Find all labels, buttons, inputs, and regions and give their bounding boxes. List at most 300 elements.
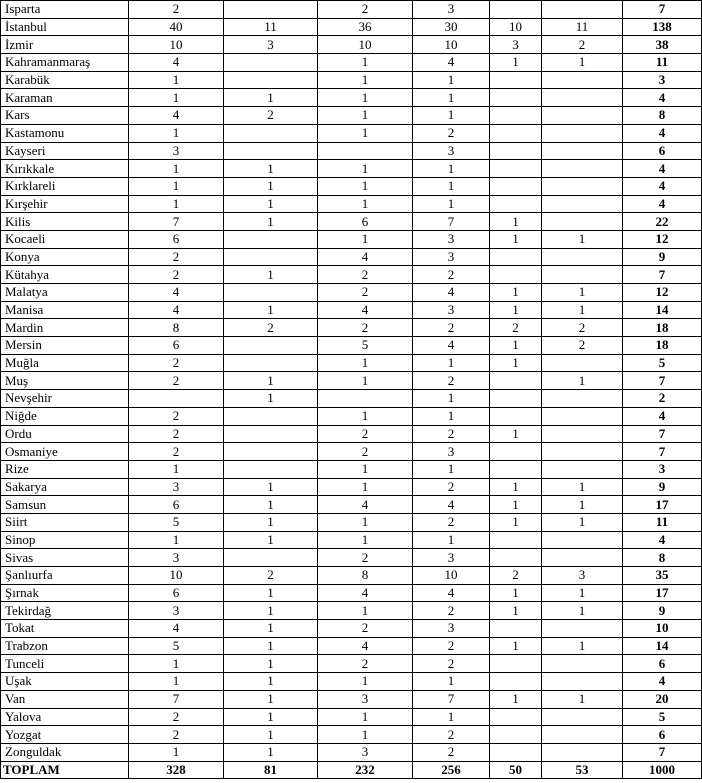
table-row	[1, 284, 702, 302]
count-cell: 2	[413, 726, 490, 744]
row-total-cell: 4	[623, 124, 702, 142]
table-row	[1, 160, 702, 178]
count-cell: 2	[318, 655, 413, 673]
count-cell: 3	[129, 549, 224, 567]
count-cell: 6	[129, 230, 224, 248]
count-cell	[542, 354, 623, 372]
count-cell	[224, 443, 318, 461]
count-cell: 1	[224, 372, 318, 390]
count-cell: 2	[129, 266, 224, 284]
province-name-cell: Kilis	[1, 213, 129, 231]
count-cell: 2	[129, 372, 224, 390]
count-cell: 7	[129, 690, 224, 708]
province-name-cell: Sakarya	[1, 478, 129, 496]
count-cell: 1	[490, 584, 542, 602]
count-cell: 10	[490, 18, 542, 36]
count-cell: 1	[490, 354, 542, 372]
province-name-cell: Samsun	[1, 496, 129, 514]
row-total-cell: 138	[623, 18, 702, 36]
province-name-cell: Trabzon	[1, 637, 129, 655]
count-cell	[542, 531, 623, 549]
count-cell	[224, 407, 318, 425]
count-cell: 1	[542, 478, 623, 496]
table-row	[1, 443, 702, 461]
count-cell: 1	[542, 54, 623, 72]
count-cell: 6	[129, 496, 224, 514]
count-cell	[542, 248, 623, 266]
count-cell: 1	[224, 213, 318, 231]
count-cell: 11	[224, 18, 318, 36]
table-row	[1, 301, 702, 319]
count-cell	[490, 177, 542, 195]
table-row	[1, 372, 702, 390]
count-cell: 1	[129, 531, 224, 549]
count-cell: 2	[129, 443, 224, 461]
count-cell: 10	[129, 36, 224, 54]
count-cell: 1	[318, 54, 413, 72]
count-cell: 6	[129, 584, 224, 602]
table-row	[1, 124, 702, 142]
table-row	[1, 425, 702, 443]
count-cell: 1	[129, 71, 224, 89]
count-cell: 4	[318, 584, 413, 602]
count-cell: 1	[129, 195, 224, 213]
table-row	[1, 726, 702, 744]
count-cell: 1	[318, 673, 413, 691]
row-total-cell: 38	[623, 36, 702, 54]
count-cell: 2	[542, 319, 623, 337]
province-name-cell: Manisa	[1, 301, 129, 319]
count-cell: 2	[318, 319, 413, 337]
table-row	[1, 177, 702, 195]
count-cell	[542, 142, 623, 160]
province-name-cell: İstanbul	[1, 18, 129, 36]
count-cell: 5	[129, 637, 224, 655]
total-value-cell: 328	[129, 761, 224, 779]
province-name-cell: Osmaniye	[1, 443, 129, 461]
province-name-cell: Sivas	[1, 549, 129, 567]
count-cell: 7	[413, 690, 490, 708]
count-cell	[490, 107, 542, 125]
table-row	[1, 89, 702, 107]
count-cell: 4	[318, 496, 413, 514]
count-cell: 2	[413, 743, 490, 761]
count-cell	[490, 372, 542, 390]
row-total-cell: 11	[623, 54, 702, 72]
row-total-cell: 12	[623, 230, 702, 248]
table-row	[1, 248, 702, 266]
count-cell	[490, 531, 542, 549]
count-cell: 4	[318, 248, 413, 266]
count-cell: 1	[318, 531, 413, 549]
table-row	[1, 655, 702, 673]
count-cell: 6	[318, 213, 413, 231]
count-cell: 3	[413, 620, 490, 638]
count-cell	[224, 337, 318, 355]
count-cell	[490, 443, 542, 461]
count-cell: 1	[318, 602, 413, 620]
count-cell: 1	[224, 195, 318, 213]
count-cell: 1	[542, 513, 623, 531]
count-cell: 1	[490, 337, 542, 355]
count-cell	[490, 460, 542, 478]
count-cell: 2	[413, 124, 490, 142]
province-name-cell: Rize	[1, 460, 129, 478]
row-total-cell: 9	[623, 248, 702, 266]
province-name-cell: Karabük	[1, 71, 129, 89]
count-cell: 1	[318, 107, 413, 125]
count-cell	[224, 284, 318, 302]
row-total-cell: 4	[623, 177, 702, 195]
province-name-cell: Kırşehir	[1, 195, 129, 213]
table-row	[1, 71, 702, 89]
row-total-cell: 7	[623, 443, 702, 461]
count-cell: 1	[413, 390, 490, 408]
table-row	[1, 36, 702, 54]
count-cell: 3	[129, 478, 224, 496]
count-cell: 30	[413, 18, 490, 36]
count-cell: 1	[413, 407, 490, 425]
province-name-cell: Van	[1, 690, 129, 708]
count-cell	[490, 124, 542, 142]
province-name-cell: Yozgat	[1, 726, 129, 744]
province-name-cell: Karaman	[1, 89, 129, 107]
count-cell	[318, 390, 413, 408]
count-cell	[542, 89, 623, 107]
count-cell	[490, 195, 542, 213]
count-cell	[490, 708, 542, 726]
count-cell: 10	[129, 567, 224, 585]
count-cell	[224, 354, 318, 372]
count-cell: 2	[224, 107, 318, 125]
row-total-cell: 7	[623, 743, 702, 761]
count-cell: 1	[318, 195, 413, 213]
total-value-cell: 53	[542, 761, 623, 779]
table-row	[1, 584, 702, 602]
count-cell	[542, 460, 623, 478]
count-cell	[224, 1, 318, 19]
count-cell: 1	[542, 301, 623, 319]
province-name-cell: Tunceli	[1, 655, 129, 673]
count-cell	[542, 124, 623, 142]
count-cell: 1	[224, 637, 318, 655]
province-name-cell: Muğla	[1, 354, 129, 372]
count-cell: 1	[318, 372, 413, 390]
count-cell	[490, 248, 542, 266]
count-cell: 2	[318, 266, 413, 284]
row-total-cell: 20	[623, 690, 702, 708]
count-cell: 1	[224, 390, 318, 408]
row-total-cell: 17	[623, 584, 702, 602]
row-total-cell: 7	[623, 372, 702, 390]
count-cell: 2	[129, 726, 224, 744]
count-cell: 1	[542, 602, 623, 620]
count-cell: 2	[413, 372, 490, 390]
province-name-cell: Tokat	[1, 620, 129, 638]
count-cell: 1	[224, 513, 318, 531]
count-cell: 1	[224, 266, 318, 284]
province-name-cell: Niğde	[1, 407, 129, 425]
count-cell	[224, 230, 318, 248]
count-cell	[224, 124, 318, 142]
total-value-cell: 81	[224, 761, 318, 779]
row-total-cell: 14	[623, 301, 702, 319]
count-cell: 5	[129, 513, 224, 531]
table-row	[1, 637, 702, 655]
count-cell	[542, 71, 623, 89]
count-cell	[542, 407, 623, 425]
row-total-cell: 4	[623, 195, 702, 213]
row-total-cell: 8	[623, 107, 702, 125]
count-cell: 1	[318, 513, 413, 531]
count-cell: 4	[318, 301, 413, 319]
row-total-cell: 7	[623, 425, 702, 443]
count-cell: 1	[224, 620, 318, 638]
row-total-cell: 18	[623, 337, 702, 355]
count-cell: 1	[318, 124, 413, 142]
province-name-cell: Şanlıurfa	[1, 567, 129, 585]
count-cell: 3	[413, 142, 490, 160]
count-cell: 3	[413, 549, 490, 567]
count-cell: 3	[129, 142, 224, 160]
count-cell: 1	[490, 213, 542, 231]
count-cell	[542, 195, 623, 213]
count-cell	[490, 743, 542, 761]
count-cell: 4	[129, 301, 224, 319]
count-cell: 3	[413, 443, 490, 461]
count-cell	[542, 726, 623, 744]
count-cell: 1	[413, 177, 490, 195]
province-name-cell: Muş	[1, 372, 129, 390]
count-cell: 1	[224, 496, 318, 514]
count-cell: 1	[129, 673, 224, 691]
table-row	[1, 195, 702, 213]
count-cell: 10	[318, 36, 413, 54]
province-name-cell: Ordu	[1, 425, 129, 443]
count-cell: 2	[413, 513, 490, 531]
province-name-cell: Kütahya	[1, 266, 129, 284]
count-cell: 4	[129, 107, 224, 125]
count-cell: 1	[318, 354, 413, 372]
count-cell	[490, 620, 542, 638]
count-cell	[224, 425, 318, 443]
count-cell: 40	[129, 18, 224, 36]
count-cell: 2	[413, 319, 490, 337]
count-cell	[542, 107, 623, 125]
count-cell	[542, 160, 623, 178]
count-cell: 2	[318, 1, 413, 19]
count-cell: 4	[413, 584, 490, 602]
table-row	[1, 213, 702, 231]
count-cell	[542, 177, 623, 195]
province-name-cell: Kahramanmaraş	[1, 54, 129, 72]
count-cell: 1	[542, 584, 623, 602]
count-cell	[542, 549, 623, 567]
count-cell: 1	[413, 531, 490, 549]
count-cell: 4	[413, 496, 490, 514]
count-cell: 10	[413, 567, 490, 585]
province-name-cell: Malatya	[1, 284, 129, 302]
count-cell: 1	[224, 177, 318, 195]
table-row	[1, 230, 702, 248]
count-cell	[490, 142, 542, 160]
count-cell: 1	[413, 71, 490, 89]
row-total-cell: 17	[623, 496, 702, 514]
count-cell: 1	[129, 177, 224, 195]
count-cell: 2	[413, 637, 490, 655]
count-cell: 2	[542, 36, 623, 54]
count-cell: 2	[318, 284, 413, 302]
count-cell: 1	[224, 726, 318, 744]
count-cell: 1	[224, 89, 318, 107]
count-cell: 1	[490, 54, 542, 72]
count-cell: 1	[318, 708, 413, 726]
total-value-cell: 1000	[623, 761, 702, 779]
count-cell: 1	[490, 637, 542, 655]
count-cell	[490, 160, 542, 178]
count-cell: 2	[413, 266, 490, 284]
count-cell	[224, 248, 318, 266]
count-cell: 3	[318, 690, 413, 708]
table-row	[1, 496, 702, 514]
row-total-cell: 6	[623, 142, 702, 160]
table-row	[1, 673, 702, 691]
table-row	[1, 18, 702, 36]
table-row	[1, 142, 702, 160]
row-total-cell: 3	[623, 460, 702, 478]
count-cell: 1	[318, 726, 413, 744]
count-cell: 36	[318, 18, 413, 36]
count-cell	[490, 390, 542, 408]
count-cell: 3	[490, 36, 542, 54]
count-cell: 1	[542, 284, 623, 302]
count-cell: 4	[413, 54, 490, 72]
count-cell: 1	[224, 708, 318, 726]
province-name-cell: Sinop	[1, 531, 129, 549]
count-cell: 3	[318, 743, 413, 761]
count-cell: 2	[318, 443, 413, 461]
row-total-cell: 7	[623, 266, 702, 284]
count-cell: 1	[490, 230, 542, 248]
province-name-cell: Isparta	[1, 1, 129, 19]
count-cell: 1	[413, 195, 490, 213]
province-name-cell: Konya	[1, 248, 129, 266]
count-cell: 2	[129, 1, 224, 19]
province-name-cell: Kars	[1, 107, 129, 125]
count-cell	[224, 54, 318, 72]
table-row	[1, 567, 702, 585]
count-cell: 2	[318, 549, 413, 567]
count-cell	[542, 655, 623, 673]
count-cell: 3	[224, 36, 318, 54]
count-cell: 4	[318, 637, 413, 655]
row-total-cell: 5	[623, 708, 702, 726]
count-cell	[542, 743, 623, 761]
count-cell: 1	[224, 160, 318, 178]
count-cell: 1	[542, 372, 623, 390]
province-name-cell: Kayseri	[1, 142, 129, 160]
table-row	[1, 354, 702, 372]
count-cell: 3	[413, 230, 490, 248]
count-cell: 2	[129, 407, 224, 425]
total-row	[1, 761, 702, 779]
count-cell	[490, 1, 542, 19]
count-cell: 1	[129, 124, 224, 142]
count-cell: 4	[129, 54, 224, 72]
row-total-cell: 4	[623, 89, 702, 107]
count-cell: 1	[224, 743, 318, 761]
count-cell: 1	[318, 478, 413, 496]
count-cell: 5	[318, 337, 413, 355]
table-row	[1, 319, 702, 337]
count-cell: 2	[129, 708, 224, 726]
count-cell: 6	[129, 337, 224, 355]
province-name-cell: Zonguldak	[1, 743, 129, 761]
count-cell: 3	[413, 301, 490, 319]
table-row	[1, 407, 702, 425]
count-cell: 4	[129, 620, 224, 638]
count-cell: 1	[224, 655, 318, 673]
count-cell: 1	[129, 160, 224, 178]
count-cell	[542, 620, 623, 638]
count-cell: 1	[129, 743, 224, 761]
table-row	[1, 1, 702, 19]
count-cell: 3	[542, 567, 623, 585]
province-name-cell: Kırıkkale	[1, 160, 129, 178]
count-cell: 2	[129, 248, 224, 266]
table-row	[1, 266, 702, 284]
row-total-cell: 6	[623, 655, 702, 673]
count-cell: 1	[542, 230, 623, 248]
count-cell: 1	[318, 407, 413, 425]
count-cell: 7	[413, 213, 490, 231]
count-cell	[542, 425, 623, 443]
count-cell	[490, 89, 542, 107]
count-cell	[490, 266, 542, 284]
count-cell: 2	[129, 354, 224, 372]
row-total-cell: 5	[623, 354, 702, 372]
count-cell: 1	[542, 496, 623, 514]
count-cell: 10	[413, 36, 490, 54]
province-name-cell: Mardin	[1, 319, 129, 337]
table-row	[1, 513, 702, 531]
table-row	[1, 690, 702, 708]
count-cell: 2	[224, 567, 318, 585]
count-cell: 2	[318, 620, 413, 638]
count-cell: 1	[490, 425, 542, 443]
province-name-cell: Mersin	[1, 337, 129, 355]
count-cell: 1	[224, 602, 318, 620]
count-cell: 1	[413, 460, 490, 478]
table-row	[1, 620, 702, 638]
province-name-cell: İzmir	[1, 36, 129, 54]
total-label-cell: TOPLAM	[1, 761, 129, 779]
count-cell	[542, 673, 623, 691]
count-cell: 1	[224, 301, 318, 319]
row-total-cell: 18	[623, 319, 702, 337]
count-cell	[490, 407, 542, 425]
province-name-cell: Kastamonu	[1, 124, 129, 142]
row-total-cell: 7	[623, 1, 702, 19]
row-total-cell: 9	[623, 478, 702, 496]
count-cell: 1	[413, 708, 490, 726]
table-row	[1, 390, 702, 408]
count-cell: 1	[224, 531, 318, 549]
province-name-cell: Yalova	[1, 708, 129, 726]
count-cell	[542, 443, 623, 461]
count-cell: 2	[490, 567, 542, 585]
table-row	[1, 107, 702, 125]
